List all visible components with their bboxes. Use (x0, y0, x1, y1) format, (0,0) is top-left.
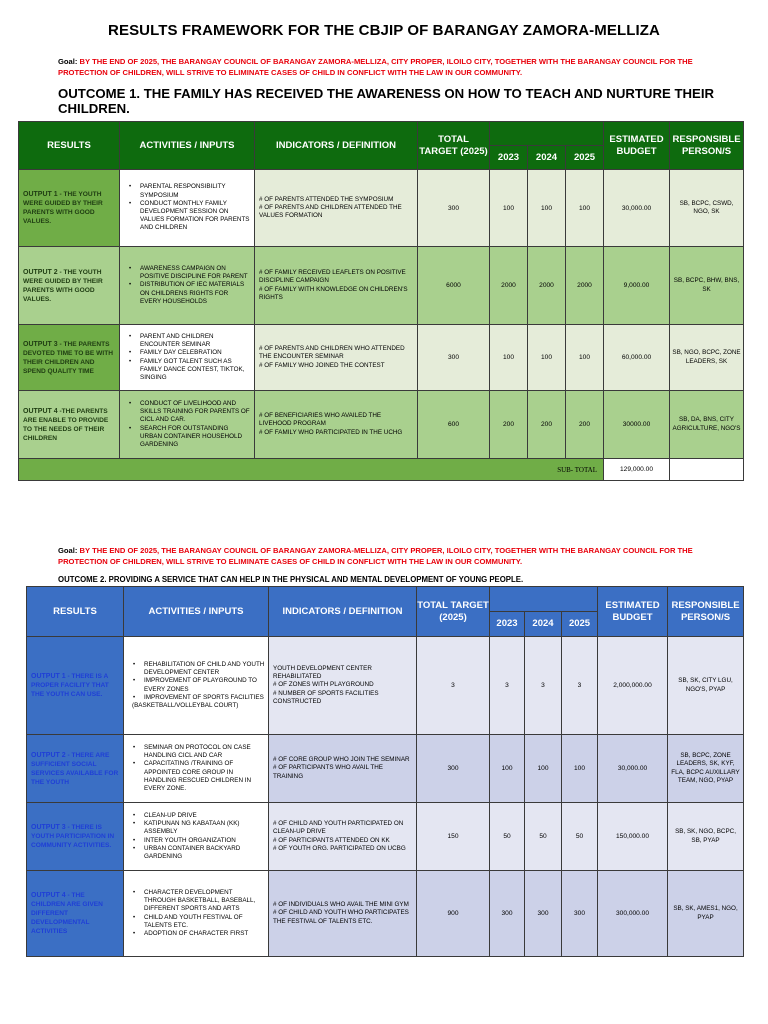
list-item: • PARENTAL RESPONSIBILITY SYMPOSIUM (126, 183, 251, 199)
target-2023-cell: 300 (490, 871, 525, 957)
header-responsible: RESPONSIBLE PERSON/S (670, 122, 744, 170)
result-cell: OUTPUT 1 - THE YOUTH WERE GUIDED BY THEIR PARENTS WITH GOOD VALUES. (19, 170, 120, 247)
table-row (19, 325, 744, 391)
indicators-cell: # OF PARENTS AND CHILDREN WHO ATTENDED THE ENCOUNTER SEMINAR # OF FAMILY WHO JOINED THE CONTEST (255, 325, 418, 391)
list-item: • CONDUCT MONTHLY FAMILY DEVELOPMENT SESSION ON VALUES FORMATION FOR PARENTS AND CHILDREN (126, 200, 251, 233)
table-row (27, 871, 744, 957)
list-item: • FAMILY DAY CELEBRATION (126, 349, 251, 357)
list-item: • SEARCH FOR OUTSTANDING URBAN CONTAINER HOUSEHOLD GARDENING (126, 425, 251, 450)
indicators-cell: # OF PARENTS ATTENDED THE SYMPOSIUM # OF PARENTS AND CHILDREN ATTENDED THE VALUES FORMATION (255, 170, 418, 247)
budget-cell: 150,000.00 (598, 803, 668, 871)
target-2024-cell: 3 (525, 637, 562, 735)
responsible-cell: SB, BCPC, ZONE LEADERS, SK, KYF, FLA, BCPC AUXILLARY TEAM, NGO, PYAP (668, 735, 744, 803)
header-2024: 2024 (525, 612, 562, 637)
goal-statement-2 (58, 545, 738, 567)
target-2023-cell: 100 (490, 325, 528, 391)
header-indicators: INDICATORS / DEFINITION (269, 587, 417, 637)
goal-label: Goal: (58, 546, 78, 555)
activities-cell (124, 871, 269, 957)
outcome-1-heading: OUTCOME 1. THE FAMILY HAS RECEIVED THE AWARENESS ON HOW TO TEACH AND NURTURE THEIR CHILDREN. (58, 86, 715, 116)
responsible-cell: SB, SK, AMES1, NGO, PYAP (668, 871, 744, 957)
header-total-target: TOTAL TARGET (2025) (418, 122, 490, 170)
header-years-group (490, 122, 604, 146)
subtotal-blank-cell (670, 459, 744, 481)
header-activities: ACTIVITIES / INPUTS (120, 122, 255, 170)
target-2023-cell: 3 (490, 637, 525, 735)
responsible-cell: SB, SK, NGO, BCPC, SB, PYAP (668, 803, 744, 871)
budget-cell: 60,000.00 (604, 325, 670, 391)
list-item: • IMPROVEMENT OF SPORTS FACILITIES (130, 694, 265, 702)
result-cell: OUTPUT 3 - THE PARENTS DEVOTED TIME TO BE WITH THEIR CHILDREN AND SPEND QUALITY TIME (19, 325, 120, 391)
table-row (27, 803, 744, 871)
target-2025-cell: 2000 (566, 247, 604, 325)
header-activities: ACTIVITIES / INPUTS (124, 587, 269, 637)
list-item: • ADOPTION OF CHARACTER FIRST (130, 930, 265, 938)
table-row (19, 170, 744, 247)
activities-cell (120, 325, 255, 391)
header-years-group (490, 587, 598, 612)
target-2024-cell: 100 (525, 735, 562, 803)
goal-label: Goal: (58, 57, 78, 66)
list-item: • PARENT AND CHILDREN ENCOUNTER SEMINAR (126, 333, 251, 349)
outcome-1-table (18, 121, 744, 481)
subtotal-value: 129,000.00 (604, 459, 670, 481)
goal-text: BY THE END OF 2025, THE BARANGAY COUNCIL OF BARANGAY ZAMORA-MELLIZA, CITY PROPER, ILOILO CITY, TOGETHER WITH THE BARANGAY COUNCIL FOR THE PROTECTION OF CHILDREN, WILL STRIVE TO ELIMINATE CASES OF CHILD IN CONFLICT WITH THE LAW IN OUR COMMUNITY. (58, 57, 693, 77)
list-item: • FAMILY GOT TALENT SUCH AS FAMILY DANCE CONTEST, TIKTOK, SINGING (126, 358, 251, 383)
header-budget: ESTIMATED BUDGET (598, 587, 668, 637)
target-2023-cell: 2000 (490, 247, 528, 325)
total-target-cell: 300 (418, 325, 490, 391)
target-2024-cell: 100 (528, 170, 566, 247)
result-cell: OUTPUT 4 - THE CHILDREN ARE GIVEN DIFFERENT DEVELOPMENTAL ACTIVITIES (27, 871, 124, 957)
header-results: RESULTS (27, 587, 124, 637)
total-target-cell: 3 (417, 637, 490, 735)
header-total-target: TOTAL TARGET (2025) (417, 587, 490, 637)
result-cell: OUTPUT 3 - THERE IS YOUTH PARTICIPATION IN COMMUNITY ACTIVITIES. (27, 803, 124, 871)
table-row (27, 735, 744, 803)
result-cell: OUTPUT 2 - THERE ARE SUFFICIENT SOCIAL SERVICES AVAILABLE FOR THE YOUTH (27, 735, 124, 803)
total-target-cell: 600 (418, 391, 490, 459)
list-item: • DISTRIBUTION OF IEC MATERIALS ON CHILDRENS RIGHTS FOR EVERY HOUSEHOLDS (126, 281, 251, 306)
list-item: • CLEAN-UP DRIVE (130, 812, 265, 820)
subtotal-label: SUB- TOTAL (19, 459, 604, 481)
page-title: RESULTS FRAMEWORK FOR THE CBJIP OF BARANGAY ZAMORA-MELLIZA (108, 22, 660, 39)
header-2025: 2025 (562, 612, 598, 637)
header-budget: ESTIMATED BUDGET (604, 122, 670, 170)
activities-cell (124, 803, 269, 871)
list-item: • AWARENESS CAMPAIGN ON POSITIVE DISCIPLINE FOR PARENT (126, 265, 251, 281)
target-2024-cell: 100 (528, 325, 566, 391)
target-2025-cell: 100 (566, 170, 604, 247)
target-2023-cell: 100 (490, 735, 525, 803)
target-2024-cell: 200 (528, 391, 566, 459)
budget-cell: 30,000.00 (604, 170, 670, 247)
target-2025-cell: 100 (562, 735, 598, 803)
budget-cell: 9,000.00 (604, 247, 670, 325)
budget-cell: 300,000.00 (598, 871, 668, 957)
outcome-2-heading: OUTCOME 2. PROVIDING A SERVICE THAT CAN HELP IN THE PHYSICAL AND MENTAL DEVELOPMENT OF YOUNG PEOPLE. (58, 575, 524, 584)
header-2024: 2024 (528, 146, 566, 170)
header-results: RESULTS (19, 122, 120, 170)
outcome-2-table (26, 586, 744, 957)
list-item: • INTER YOUTH ORGANIZATION (130, 837, 265, 845)
list-item: (BASKETBALL/VOLLEYBAL COURT) (132, 701, 239, 709)
subtotal-row (19, 459, 744, 481)
responsible-cell: SB, BCPC, BHW, BNS, SK (670, 247, 744, 325)
table-row (19, 391, 744, 459)
list-item: • CHILD AND YOUTH FESTIVAL OF TALENTS ETC. (130, 914, 265, 930)
activities-cell (124, 637, 269, 735)
responsible-cell: SB, SK, CITY LGU, NGO'S, PYAP (668, 637, 744, 735)
table-row (19, 247, 744, 325)
header-indicators: INDICATORS / DEFINITION (255, 122, 418, 170)
budget-cell: 30000.00 (604, 391, 670, 459)
result-cell: OUTPUT 2 - THE YOUTH WERE GUIDED BY THEIR PARENTS WITH GOOD VALUES. (19, 247, 120, 325)
target-2023-cell: 50 (490, 803, 525, 871)
target-2023-cell: 100 (490, 170, 528, 247)
header-2025: 2025 (566, 146, 604, 170)
indicators-cell: # OF INDIVIDUALS WHO AVAIL THE MINI GYM # OF CHILD AND YOUTH WHO PARTICIPATES THE FESTIVAL OF TALENTS ETC. (269, 871, 417, 957)
activities-cell (120, 170, 255, 247)
target-2025-cell: 300 (562, 871, 598, 957)
list-item: • REHABILITATION OF CHILD AND YOUTH DEVELOPMENT CENTER (130, 661, 265, 677)
activities-cell (124, 735, 269, 803)
responsible-cell: SB, DA, BNS, CITY AGRICULTURE, NGO'S (670, 391, 744, 459)
total-target-cell: 900 (417, 871, 490, 957)
total-target-cell: 150 (417, 803, 490, 871)
target-2025-cell: 3 (562, 637, 598, 735)
indicators-cell: YOUTH DEVELOPMENT CENTER REHABILITATED # OF ZONES WITH PLAYGROUND # NUMBER OF SPORTS FACILITIES CONSTRUCTED (269, 637, 417, 735)
activities-cell (120, 247, 255, 325)
indicators-cell: # OF FAMILY RECEIVED LEAFLETS ON POSITIVE DISCIPLINE CAMPAIGN # OF FAMILY WITH KNOWLEDGE ON CHILDREN'S RIGHTS (255, 247, 418, 325)
result-cell: OUTPUT 1 - THERE IS A PROPER FACILITY THAT THE YOUTH CAN USE. (27, 637, 124, 735)
budget-cell: 30,000.00 (598, 735, 668, 803)
list-item: • CAPACITATING /TRAINING OF APPOINTED CORE GROUP IN HANDLING RESCUED CHILDREN IN EVERY ZONE. (130, 760, 265, 793)
activities-cell (120, 391, 255, 459)
result-cell: OUTPUT 4 -THE PARENTS ARE ENABLE TO PROVIDE TO THE NEEDS OF THEIR CHILDREN (19, 391, 120, 459)
target-2025-cell: 50 (562, 803, 598, 871)
list-item: • SEMINAR ON PROTOCOL ON CASE HANDLING CICL AND CAR (130, 744, 265, 760)
total-target-cell: 6000 (418, 247, 490, 325)
list-item: • CONDUCT OF LIVELIHOOD AND SKILLS TRAINING FOR PARENTS OF CICL AND CAR. (126, 400, 251, 425)
table-row (27, 637, 744, 735)
total-target-cell: 300 (418, 170, 490, 247)
target-2024-cell: 2000 (528, 247, 566, 325)
list-item: • URBAN CONTAINER BACKYARD GARDENING (130, 845, 265, 861)
header-2023: 2023 (490, 146, 528, 170)
target-2024-cell: 300 (525, 871, 562, 957)
target-2025-cell: 100 (566, 325, 604, 391)
goal-text: BY THE END OF 2025, THE BARANGAY COUNCIL OF BARANGAY ZAMORA-MELLIZA, CITY PROPER, ILOILO CITY, TOGETHER WITH THE BARANGAY COUNCIL FOR THE PROTECTION OF CHILDREN, WILL STRIVE TO ELIMINATE CASES OF CHILD IN CONFLICT WITH THE LAW IN OUR COMMUNITY. (58, 546, 693, 566)
indicators-cell: # OF CORE GROUP WHO JOIN THE SEMINAR # OF PARTICIPANTS WHO AVAIL THE TRAINING (269, 735, 417, 803)
total-target-cell: 300 (417, 735, 490, 803)
goal-statement-1 (58, 56, 738, 78)
target-2023-cell: 200 (490, 391, 528, 459)
list-item: • IMPROVEMENT OF PLAYGROUND TO EVERY ZONES (130, 677, 265, 693)
header-responsible: RESPONSIBLE PERSON/S (668, 587, 744, 637)
responsible-cell: SB, NGO, BCPC, ZONE LEADERS, SK (670, 325, 744, 391)
indicators-cell: # OF BENEFICIARIES WHO AVAILED THE LIVEHOOD PROGRAM # OF FAMILY WHO PARTICIPATED IN THE UCHG (255, 391, 418, 459)
target-2025-cell: 200 (566, 391, 604, 459)
list-item: • KATIPUNAN NG KABATAAN (KK) ASSEMBLY (130, 820, 265, 836)
target-2024-cell: 50 (525, 803, 562, 871)
list-item: • CHARACTER DEVELOPMENT THROUGH BASKETBALL, BASEBALL, DIFFERENT SPORTS AND ARTS (130, 889, 265, 914)
header-2023: 2023 (490, 612, 525, 637)
responsible-cell: SB, BCPC, CSWD, NGO, SK (670, 170, 744, 247)
indicators-cell: # OF CHILD AND YOUTH PARTICIPATED ON CLEAN-UP DRIVE # OF PARTICIPANTS ATTENDED ON KK # OF YOUTH ORG. PARTICIPATED ON UCBG (269, 803, 417, 871)
budget-cell: 2,000,000.00 (598, 637, 668, 735)
